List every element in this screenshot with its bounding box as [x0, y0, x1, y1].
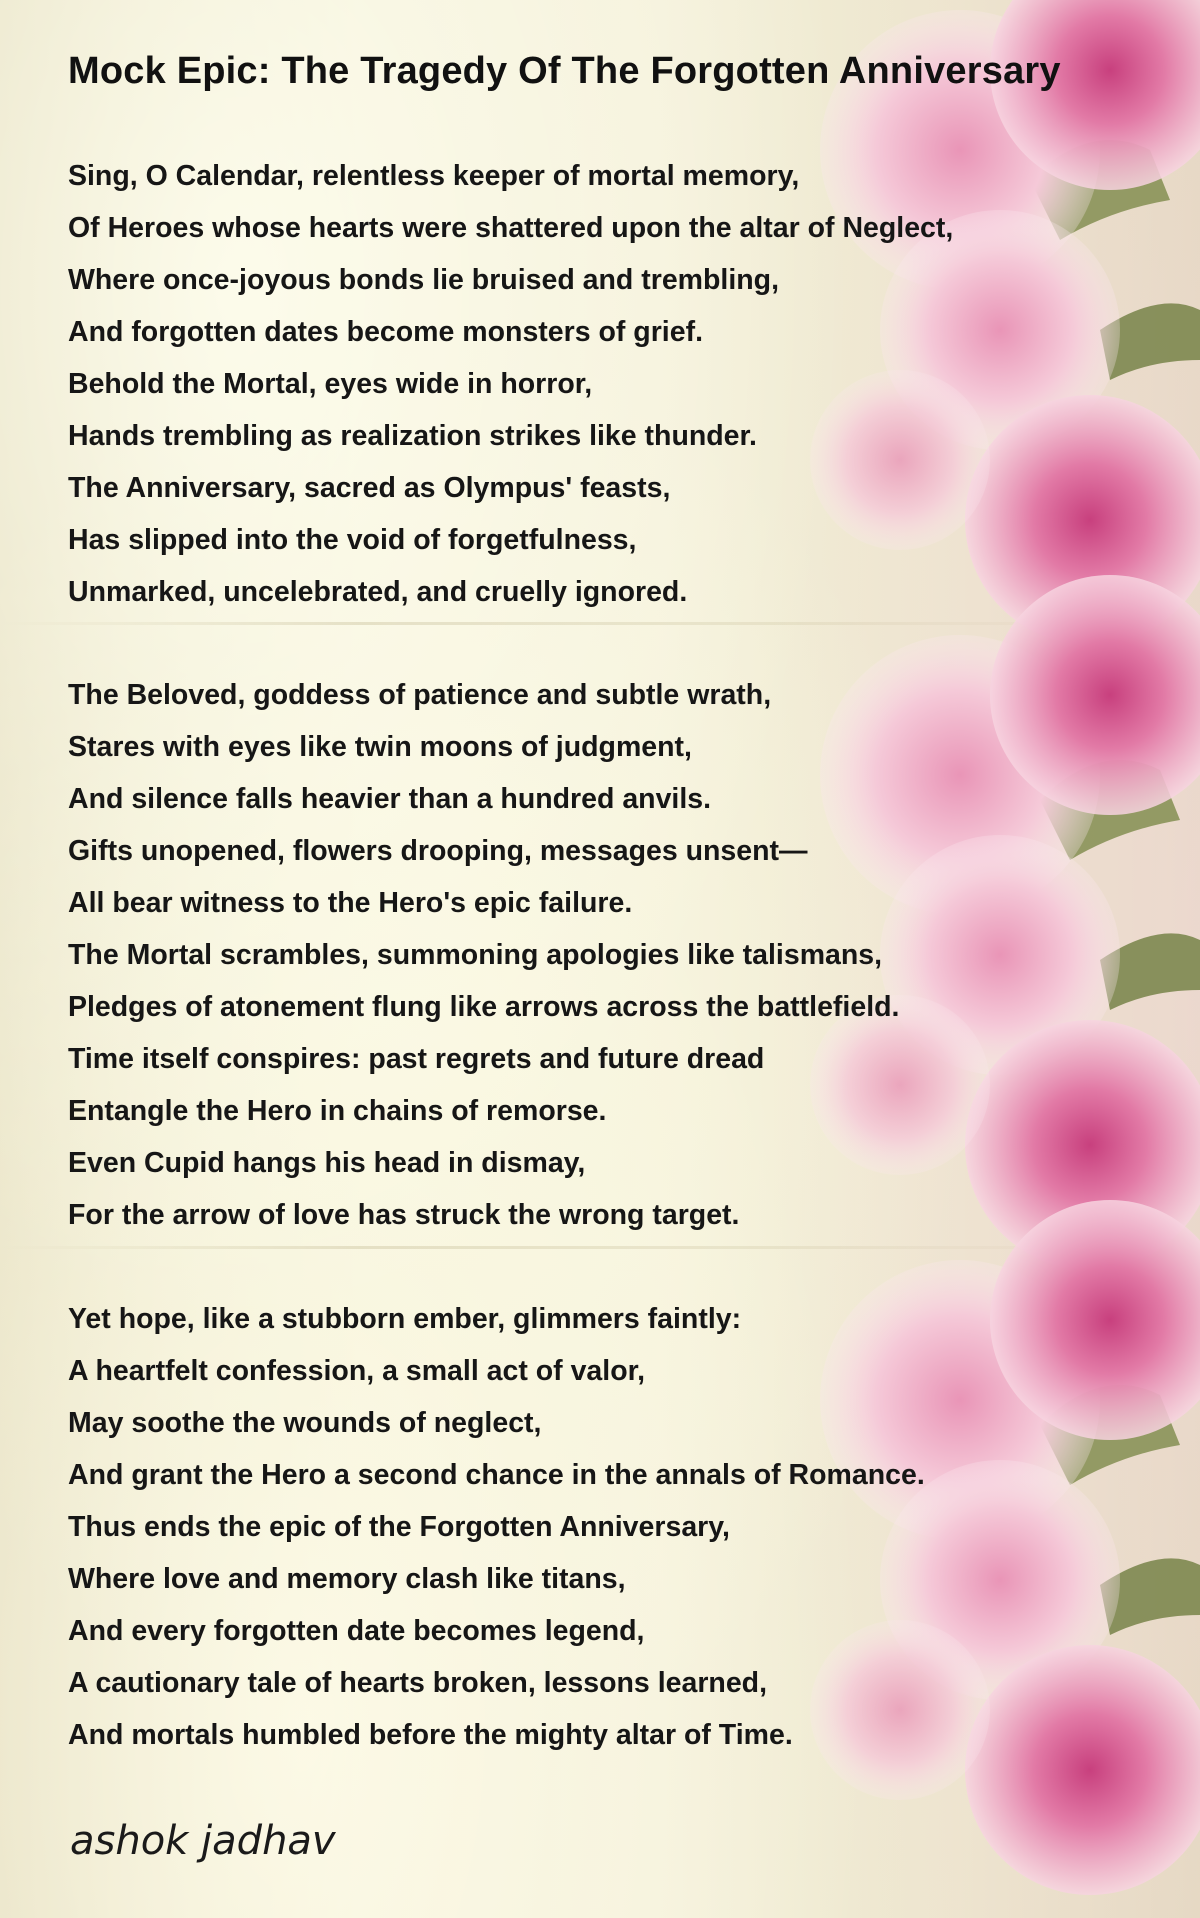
poem-line: Thus ends the epic of the Forgotten Anniversary,	[68, 1511, 730, 1543]
poem-line: Has slipped into the void of forgetfulness,	[68, 524, 637, 556]
poem-line: All bear witness to the Hero's epic failure.	[68, 887, 633, 919]
poem-line: Even Cupid hangs his head in dismay,	[68, 1147, 586, 1179]
poem-line: And grant the Hero a second chance in the annals of Romance.	[68, 1459, 925, 1491]
poem-line: Where love and memory clash like titans,	[68, 1563, 626, 1595]
poem-line: For the arrow of love has struck the wrong target.	[68, 1199, 740, 1231]
author-signature: ashok jadhav	[70, 1818, 336, 1864]
poem-title: Mock Epic: The Tragedy Of The Forgotten Anniversary	[68, 50, 1061, 92]
poem-line: The Mortal scrambles, summoning apologies like talismans,	[68, 939, 883, 971]
poem-line: Stares with eyes like twin moons of judgment,	[68, 731, 692, 763]
poem-line: And silence falls heavier than a hundred anvils.	[68, 783, 712, 815]
stanza-2	[68, 669, 899, 1241]
poem-line: Behold the Mortal, eyes wide in horror,	[68, 368, 593, 400]
stanza-3	[68, 1293, 925, 1761]
poem-line: The Anniversary, sacred as Olympus' feasts,	[68, 472, 671, 504]
poem-line: Sing, O Calendar, relentless keeper of mortal memory,	[68, 160, 800, 192]
poem-line: Unmarked, uncelebrated, and cruelly ignored.	[68, 576, 688, 608]
poem-line: Time itself conspires: past regrets and future dread	[68, 1043, 765, 1075]
poem-line: And forgotten dates become monsters of grief.	[68, 316, 703, 348]
poem-line: Gifts unopened, flowers drooping, messages unsent—	[68, 835, 808, 867]
poem-line: Pledges of atonement flung like arrows across the battlefield.	[68, 991, 900, 1023]
poem-line: May soothe the wounds of neglect,	[68, 1407, 542, 1439]
poem-line: Hands trembling as realization strikes like thunder.	[68, 420, 757, 452]
stanza-1	[68, 150, 953, 618]
poem-line: And every forgotten date becomes legend,	[68, 1615, 645, 1647]
poem-line: Entangle the Hero in chains of remorse.	[68, 1095, 607, 1127]
poem-line: Where once-joyous bonds lie bruised and trembling,	[68, 264, 779, 296]
poem-line: And mortals humbled before the mighty altar of Time.	[68, 1719, 793, 1751]
poem-line: A cautionary tale of hearts broken, lessons learned,	[68, 1667, 768, 1699]
poem-line: The Beloved, goddess of patience and subtle wrath,	[68, 679, 772, 711]
poem-line: Yet hope, like a stubborn ember, glimmers faintly:	[68, 1303, 742, 1335]
poem-line: A heartfelt confession, a small act of valor,	[68, 1355, 646, 1387]
poem-line: Of Heroes whose hearts were shattered upon the altar of Neglect,	[68, 212, 954, 244]
